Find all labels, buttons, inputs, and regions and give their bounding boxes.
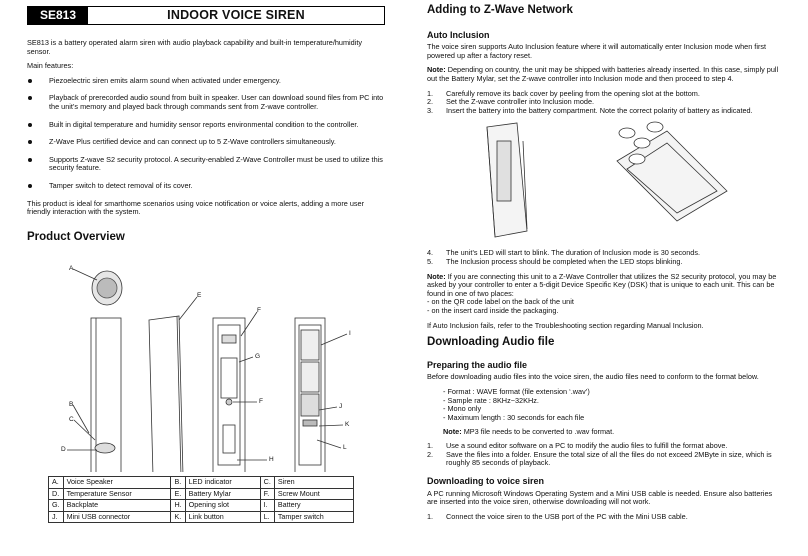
download-steps bbox=[427, 513, 782, 522]
installation-illustration bbox=[427, 121, 782, 241]
auto-inclusion-text: The voice siren supports Auto Inclusion feature where it will automatically enter Inclusion mode when first powered up after a factory reset. bbox=[427, 42, 767, 60]
fail-text: If Auto Inclusion fails, refer to the Troubleshooting section regarding Manual Inclusion. bbox=[427, 320, 704, 330]
parts-table bbox=[48, 476, 354, 523]
intro-text: SE813 is a battery operated alarm siren with audio playback capability and built-in temperature/humidity sensor. bbox=[27, 38, 363, 56]
table-row: G. Backplate H. Opening slot I. Battery bbox=[49, 500, 354, 511]
features-label: Main features: bbox=[27, 61, 74, 71]
list-item: 1. Connect the voice siren to the USB port of the PC with the Mini USB cable. bbox=[427, 511, 688, 521]
format-list: - Format : WAVE format (file extension ‘.wav’) - Sample rate : 8KHz~32KHz. - Mono only - Maximum length : 30 seconds for each file bbox=[443, 387, 590, 422]
callout-label: A bbox=[69, 265, 74, 273]
product-overview-heading: Product Overview bbox=[27, 230, 125, 243]
list-item: 5. The Inclusion process should be completed when the LED stops blinking. bbox=[427, 257, 683, 267]
list-item: 2. Set the Z-wave controller into Inclusion mode. bbox=[427, 97, 595, 107]
download-heading: Downloading Audio file bbox=[427, 336, 555, 349]
callout-label: E bbox=[197, 292, 202, 300]
right-column bbox=[427, 4, 782, 527]
callout-label: K bbox=[345, 421, 350, 429]
product-diagram bbox=[27, 250, 385, 472]
list-item: 2. Save the files into a folder. Ensure the total size of all the files do not exceed 2MByte in size, which is roughly 85 seconds of playback. bbox=[427, 449, 772, 468]
prep-text: Before downloading audio files into the voice siren, the audio files need to conform to the format below. bbox=[427, 372, 759, 382]
auto-inclusion-heading: Auto Inclusion bbox=[427, 29, 490, 40]
callout-label: G bbox=[255, 353, 261, 361]
note-2: Note: If you are connecting this unit to a Z-Wave Controller that utilizes the S2 security protocol, you may be asked by your controller to enter a 5-digit Device Specific Key (DSK) that is unique to each unit. This can be found in one of two places: - on the QR code label on the back of the unit - on the insert card inside the packaging. bbox=[427, 271, 777, 316]
list-item: 1. Carefully remove its back cover by peeling from the opening slot at the bottom. bbox=[427, 88, 700, 98]
callout-label: J bbox=[339, 403, 343, 411]
list-item: 3. Insert the battery into the battery compartment. Note the correct polarity of battery as indicated. bbox=[427, 105, 753, 115]
list-item: 4. The unit’s LED will start to blink. The duration of Inclusion mode is 30 seconds. bbox=[427, 248, 701, 258]
feature-item: Playback of prerecorded audio sound from built in speaker. User can download sound files from PC into the unit’s memory and played back through commands sent from Z-wave controller. bbox=[27, 94, 385, 111]
download-to-siren-heading: Downloading to voice siren bbox=[427, 475, 545, 486]
callout-label: F bbox=[259, 398, 263, 406]
note-1: Note: Depending on country, the unit may be shipped with batteries already inserted. In this case, simply pull out the Battery Mylar, set the Z-wave controller into Inclusion mode and then proceed to step 4. bbox=[427, 65, 779, 83]
product-overview-illustration bbox=[27, 250, 385, 472]
zwave-heading: Adding to Z-Wave Network bbox=[427, 4, 573, 16]
callout-label: F bbox=[257, 307, 261, 315]
prep-steps bbox=[427, 442, 782, 468]
features-list bbox=[27, 77, 385, 191]
mp3-note: Note: MP3 file needs to be converted to .wav format. bbox=[443, 426, 615, 436]
callout-label: C bbox=[69, 416, 74, 424]
feature-item: Supports Z-wave S2 security protocol. A security-enabled Z-Wave Controller must be used to utilize this security feature. bbox=[27, 156, 385, 173]
download-text: A PC running Microsoft Windows Operating System and a Mini USB cable is needed. Ensure also batteries are inserted into the voice siren, otherwise downloading will not work. bbox=[427, 488, 773, 507]
list-item: 1. Use a sound editor software on a PC to modify the audio files to fulfill the format above. bbox=[427, 441, 728, 451]
left-column bbox=[27, 6, 385, 523]
table-row: D. Temperature Sensor E. Battery Mylar F. Screw Mount bbox=[49, 488, 354, 499]
callout-label: B bbox=[69, 401, 74, 409]
page-title: INDOOR VOICE SIREN bbox=[167, 8, 305, 23]
feature-item: Z-Wave Plus certified device and can connect up to 5 Z-Wave controllers simultaneously. bbox=[27, 138, 385, 147]
feature-item: Piezoelectric siren emits alarm sound when activated under emergency. bbox=[27, 77, 385, 86]
table-row: A. Voice Speaker B. LED indicator C. Siren bbox=[49, 477, 354, 488]
callout-label: D bbox=[61, 446, 66, 454]
inclusion-steps-b bbox=[427, 249, 782, 266]
model-label: SE813 bbox=[28, 7, 88, 24]
title-bar bbox=[27, 6, 385, 25]
callout-label: H bbox=[269, 456, 274, 464]
callout-label: I bbox=[349, 330, 351, 338]
feature-item: Built in digital temperature and humidity sensor reports environmental condition to the controller. bbox=[27, 121, 385, 130]
ideal-text: This product is ideal for smarthome scenarios using voice notification or voice alerts, adding a more user friendly interaction with the system. bbox=[27, 198, 365, 217]
table-row: J. Mini USB connector K. Link button L. Tamper switch bbox=[49, 511, 354, 522]
inclusion-steps-a bbox=[427, 90, 782, 116]
prep-heading: Preparing the audio file bbox=[427, 359, 528, 370]
callout-label: L bbox=[343, 444, 347, 452]
feature-item: Tamper switch to detect removal of its cover. bbox=[27, 182, 385, 191]
